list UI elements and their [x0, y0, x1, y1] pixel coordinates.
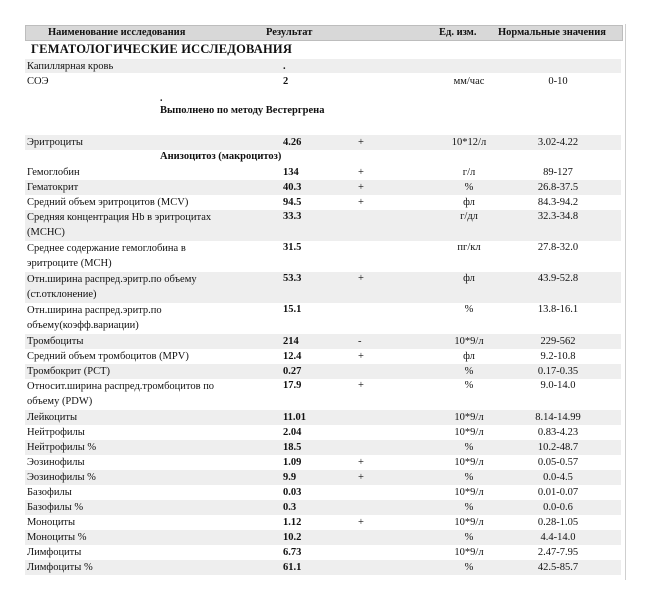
method-dot: .: [160, 93, 163, 104]
test-reference-range: 42.5-85.7: [537, 562, 579, 573]
header-result: Результат: [266, 27, 313, 38]
test-name: Средний объем тромбоцитов (MPV): [27, 351, 189, 362]
test-unit: фл: [463, 197, 475, 208]
test-unit: фл: [463, 273, 475, 284]
test-name: Нейтрофилы %: [27, 442, 97, 453]
table-row: [25, 210, 621, 241]
method-note: Выполнено по методу Вестергрена: [160, 105, 325, 116]
test-result: 0.27: [283, 366, 302, 377]
test-name: Нейтрофилы: [27, 427, 85, 438]
test-reference-range: 9.0-14.0: [540, 380, 576, 391]
table-row: [25, 500, 621, 515]
test-unit: 10*9/л: [454, 336, 484, 347]
test-result: 10.2: [283, 532, 302, 543]
test-result: 11.01: [283, 412, 307, 423]
test-result: 2: [283, 76, 289, 87]
test-flag: +: [358, 472, 364, 483]
test-result: 6.73: [283, 547, 302, 558]
test-unit: %: [464, 182, 474, 193]
test-result: 1.09: [283, 457, 302, 468]
test-reference-range: 32.3-34.8: [537, 211, 579, 222]
test-result: 1.12: [283, 517, 302, 528]
test-reference-range: 2.47-7.95: [537, 547, 579, 558]
anisocytosis-note: Анизоцитоз (макроцитоз): [160, 151, 282, 162]
table-row: [25, 470, 621, 485]
table-row: [25, 545, 621, 560]
test-reference-range: 0.05-0.57: [537, 457, 579, 468]
test-unit: %: [464, 442, 474, 453]
test-name: Моноциты: [27, 517, 76, 528]
section-title: ГЕМАТОЛОГИЧЕСКИЕ ИССЛЕДОВАНИЯ: [31, 42, 293, 56]
test-name: Капиллярная кровь: [27, 61, 114, 72]
table-row: [25, 334, 621, 349]
test-reference-range: 0.0-4.5: [543, 472, 573, 483]
test-reference-range: 0-10: [548, 76, 568, 87]
table-row: [25, 74, 621, 88]
test-result: .: [283, 61, 286, 72]
test-flag: +: [358, 457, 364, 468]
table-row: [25, 364, 621, 379]
test-name: Эритроциты: [27, 137, 83, 148]
test-unit: 10*9/л: [454, 487, 484, 498]
table-row: [25, 59, 621, 73]
table-row: [25, 165, 621, 180]
test-reference-range: 0.17-0.35: [537, 366, 579, 377]
test-unit: %: [464, 502, 474, 513]
test-result: 9.9: [283, 472, 297, 483]
lab-report: [25, 22, 625, 580]
test-reference-range: 10.2-48.7: [537, 442, 579, 453]
test-unit: мм/час: [453, 76, 485, 87]
test-reference-range: 8.14-14.99: [535, 412, 581, 423]
test-flag: +: [358, 137, 364, 148]
test-result: 18.5: [283, 442, 302, 453]
table-row: [25, 410, 621, 425]
test-reference-range: 84.3-94.2: [537, 197, 579, 208]
test-unit: %: [464, 532, 474, 543]
test-reference-range: 26.8-37.5: [537, 182, 579, 193]
test-reference-range: 0.01-0.07: [537, 487, 579, 498]
table-row: [25, 515, 621, 530]
table-row: [25, 560, 621, 575]
test-name: Относит.ширина распред.тромбоцитов по объему (PDW): [27, 381, 215, 408]
test-result: 40.3: [283, 182, 302, 193]
test-flag: +: [358, 167, 364, 178]
test-unit: 10*9/л: [454, 517, 484, 528]
header-name: Наименование исследования: [48, 27, 186, 38]
table-row: [25, 303, 621, 334]
test-reference-range: 0.83-4.23: [537, 427, 579, 438]
test-unit: пг/кл: [457, 242, 481, 253]
test-flag: +: [358, 380, 364, 391]
test-unit: %: [464, 472, 474, 483]
test-reference-range: 13.8-16.1: [537, 304, 579, 315]
table-row: [25, 485, 621, 500]
test-unit: %: [464, 304, 474, 315]
table-row: [25, 425, 621, 440]
test-flag: +: [358, 197, 364, 208]
table-row: [25, 349, 621, 364]
test-result: 17.9: [283, 380, 302, 391]
header-norm: Нормальные значения: [498, 27, 606, 38]
test-name: Лимфоциты %: [27, 562, 93, 573]
test-name: Эозинофилы %: [27, 472, 96, 483]
test-reference-range: 3.02-4.22: [537, 137, 579, 148]
test-result: 53.3: [283, 273, 302, 284]
test-result: 61.1: [283, 562, 302, 573]
test-unit: 10*12/л: [451, 137, 487, 148]
test-name: Лимфоциты: [27, 547, 82, 558]
table-row: [25, 135, 621, 150]
test-name: Эозинофилы: [27, 457, 85, 468]
table-row: [25, 530, 621, 545]
test-flag: +: [358, 273, 364, 284]
test-unit: %: [464, 562, 474, 573]
test-reference-range: 0.0-0.6: [543, 502, 573, 513]
table-row: [25, 241, 621, 272]
test-name: Гемоглобин: [27, 167, 80, 178]
test-result: 2.04: [283, 427, 302, 438]
test-unit: 10*9/л: [454, 547, 484, 558]
test-result: 4.26: [283, 137, 302, 148]
page-edge-rule: [625, 24, 626, 580]
test-name: СОЭ: [27, 76, 49, 87]
table-row: [25, 272, 621, 303]
test-unit: 10*9/л: [454, 457, 484, 468]
test-name: Средний объем эритроцитов (MCV): [27, 197, 189, 208]
test-name: Среднее содержание гемоглобина в эритроците (MCH): [27, 243, 186, 270]
test-unit: %: [464, 380, 474, 391]
test-name: Отн.ширина распред.эритр.по объему (ст.отклонение): [27, 274, 197, 301]
test-unit: %: [464, 366, 474, 377]
test-name: Базофилы: [27, 487, 72, 498]
table-row: [25, 195, 621, 210]
test-reference-range: 4.4-14.0: [540, 532, 576, 543]
test-result: 12.4: [283, 351, 302, 362]
test-name: Тромбоциты: [27, 336, 84, 347]
test-reference-range: 229-562: [540, 336, 576, 347]
test-unit: г/дл: [460, 211, 478, 222]
test-reference-range: 43.9-52.8: [537, 273, 579, 284]
test-reference-range: 89-127: [543, 167, 573, 178]
test-name: Гематокрит: [27, 182, 79, 193]
table-row: [25, 455, 621, 470]
test-name: Моноциты %: [27, 532, 87, 543]
test-result: 33.3: [283, 211, 302, 222]
test-result: 214: [283, 336, 299, 347]
header-unit: Ед. изм.: [439, 27, 477, 38]
test-unit: фл: [463, 351, 475, 362]
test-result: 94.5: [283, 197, 302, 208]
test-flag: -: [358, 336, 362, 347]
test-flag: +: [358, 351, 364, 362]
test-name: Лейкоциты: [27, 412, 78, 423]
test-unit: 10*9/л: [454, 412, 484, 423]
table-row: [25, 440, 621, 455]
test-name: Средняя концентрация Hb в эритроцитах (MCHC): [27, 212, 212, 239]
table-row: [25, 180, 621, 195]
test-result: 0.3: [283, 502, 297, 513]
test-name: Отн.ширина распред.эритр.по объему(коэфф.вариации): [27, 305, 162, 332]
test-name: Базофилы %: [27, 502, 84, 513]
test-flag: +: [358, 517, 364, 528]
table-row: [25, 379, 621, 410]
test-reference-range: 27.8-32.0: [537, 242, 579, 253]
table-header: [25, 25, 623, 41]
test-reference-range: 0.28-1.05: [537, 517, 579, 528]
test-result: 0.03: [283, 487, 302, 498]
test-flag: +: [358, 182, 364, 193]
test-unit: г/л: [462, 167, 476, 178]
test-name: Тромбокрит (PCT): [27, 366, 110, 377]
test-result: 15.1: [283, 304, 302, 315]
test-reference-range: 9.2-10.8: [540, 351, 576, 362]
test-result: 134: [283, 167, 299, 178]
test-result: 31.5: [283, 242, 302, 253]
test-unit: 10*9/л: [454, 427, 484, 438]
